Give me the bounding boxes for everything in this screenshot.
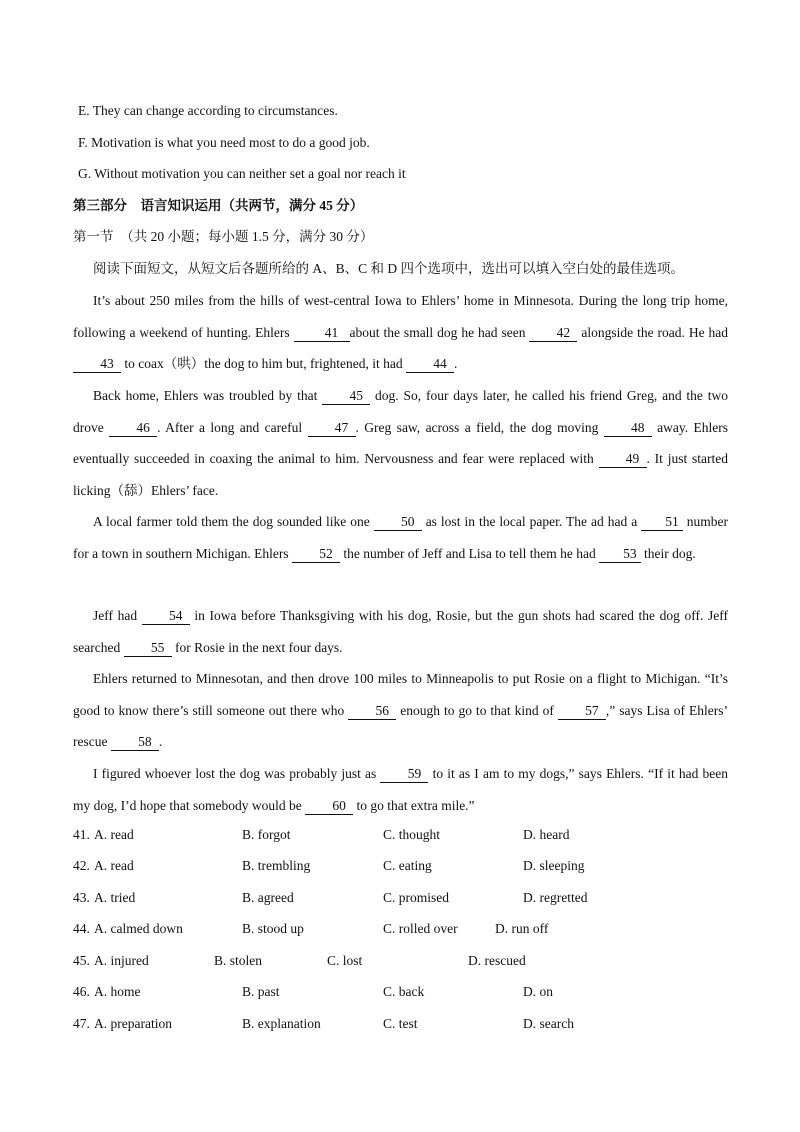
option-a: A. injured (94, 953, 149, 968)
blank-58: 58 (111, 734, 159, 751)
option-d: D. regretted (523, 890, 588, 905)
option-d: D. on (523, 984, 553, 999)
option-b: B. explanation (242, 1016, 321, 1031)
option-c: C. eating (383, 858, 432, 873)
option-a: A. home (94, 984, 141, 999)
blank-55: 55 (124, 640, 172, 657)
option-c: C. thought (383, 827, 441, 842)
blank-47: 47 (308, 420, 356, 437)
blank-56: 56 (348, 703, 396, 720)
question-number: 42. (73, 858, 90, 873)
option-a: A. read (94, 827, 134, 842)
option-d: D. rescued (468, 953, 526, 968)
option-c: C. test (383, 1016, 418, 1031)
option-d: D. heard (523, 827, 570, 842)
section-title: 第三部分 语言知识运用（共两节，满分 45 分） (73, 198, 364, 213)
option-g: G. Without motivation you can neither set a goal nor reach it (78, 166, 406, 181)
blank-45: 45 (322, 388, 370, 405)
question-number: 44. (73, 921, 90, 936)
option-d: D. search (523, 1016, 574, 1031)
option-b: B. stolen (214, 953, 263, 968)
blank-46: 46 (109, 420, 157, 437)
option-f: F. Motivation is what you need most to do a good job. (78, 135, 370, 150)
question-number: 47. (73, 1016, 90, 1031)
option-c: C. rolled over (383, 921, 458, 936)
option-b: B. forgot (242, 827, 291, 842)
option-b: B. stood up (242, 921, 304, 936)
passage-paragraph-1: It’s about 250 miles from the hills of west-central Iowa to Ehlers’ home in Minnesota. During the long trip home, following a weekend of hunting. Ehlers 41 about the small dog he had seen 42 alongside the road. He had 43 to coax（哄）the dog to him but, frightened, it had 44 . (73, 293, 729, 371)
option-c: C. back (383, 984, 425, 999)
question-number: 45. (73, 953, 90, 968)
instruction: 阅读下面短文，从短文后各题所给的 A、B、C 和 D 四个选项中，选出可以填入空白处的最佳选项。 (93, 261, 685, 276)
question-number: 41. (73, 827, 90, 842)
option-b: B. past (242, 984, 280, 999)
passage-paragraph-5: Ehlers returned to Minnesotan, and then drove 100 miles to Minneapolis to put Rosie on a flight to Michigan. “It’s good to know there’s still someone out there who 56 enough to go to that kind of 57 ,” says Lisa of Ehlers’ rescue 58 . (73, 671, 729, 749)
subsection-title: 第一节 （共 20 小题；每小题 1.5 分，满分 30 分） (73, 229, 374, 244)
passage-paragraph-3: A local farmer told them the dog sounded like one 50 as lost in the local paper. The ad had a 51 number for a town in southern Michigan. Ehlers 52 the number of Jeff and Lisa to tell them he had 53 their dog. (73, 514, 728, 561)
blank-57: 57 (558, 703, 606, 720)
blank-44: 44 (406, 356, 454, 373)
option-a: A. read (94, 858, 134, 873)
blank-51: 51 (641, 514, 683, 531)
option-c: C. lost (327, 953, 363, 968)
blank-48: 48 (604, 420, 652, 437)
option-a: A. calmed down (94, 921, 183, 936)
blank-53: 53 (599, 546, 641, 563)
option-d: D. run off (495, 921, 549, 936)
blank-60: 60 (305, 798, 353, 815)
blank-52: 52 (292, 546, 340, 563)
passage-paragraph-2: Back home, Ehlers was troubled by that 45 dog. So, four days later, he called his friend Greg, and the two drove 46 . After a long and careful 47 . Greg saw, across a field, the dog moving 48 away. Ehlers eventually succeeded in coaxing the animal to him. Nervousness and fear were replaced with 49 . It just started licking（舔）Ehlers’ face. (73, 388, 728, 498)
option-a: A. preparation (94, 1016, 172, 1031)
option-d: D. sleeping (523, 858, 585, 873)
blank-54: 54 (142, 608, 190, 625)
question-number: 46. (73, 984, 90, 999)
blank-49: 49 (599, 451, 647, 468)
blank-50: 50 (374, 514, 422, 531)
option-a: A. tried (94, 890, 136, 905)
passage-paragraph-6: I figured whoever lost the dog was probably just as 59 to it as I am to my dogs,” says Ehlers. “If it had been my dog, I’d hope that somebody would be 60 to go that extra mile.” (73, 766, 728, 813)
passage-paragraph-4: Jeff had 54 in Iowa before Thanksgiving with his dog, Rosie, but the gun shots had scared the dog off. Jeff searched 55 for Rosie in the next four days. (73, 608, 728, 655)
option-c: C. promised (383, 890, 449, 905)
blank-43: 43 (73, 356, 121, 373)
option-b: B. agreed (242, 890, 294, 905)
blank-41: 41 (294, 325, 350, 342)
question-number: 43. (73, 890, 90, 905)
blank-59: 59 (380, 766, 428, 783)
option-b: B. trembling (242, 858, 311, 873)
blank-42: 42 (529, 325, 577, 342)
option-e: E. They can change according to circumstances. (78, 103, 338, 118)
